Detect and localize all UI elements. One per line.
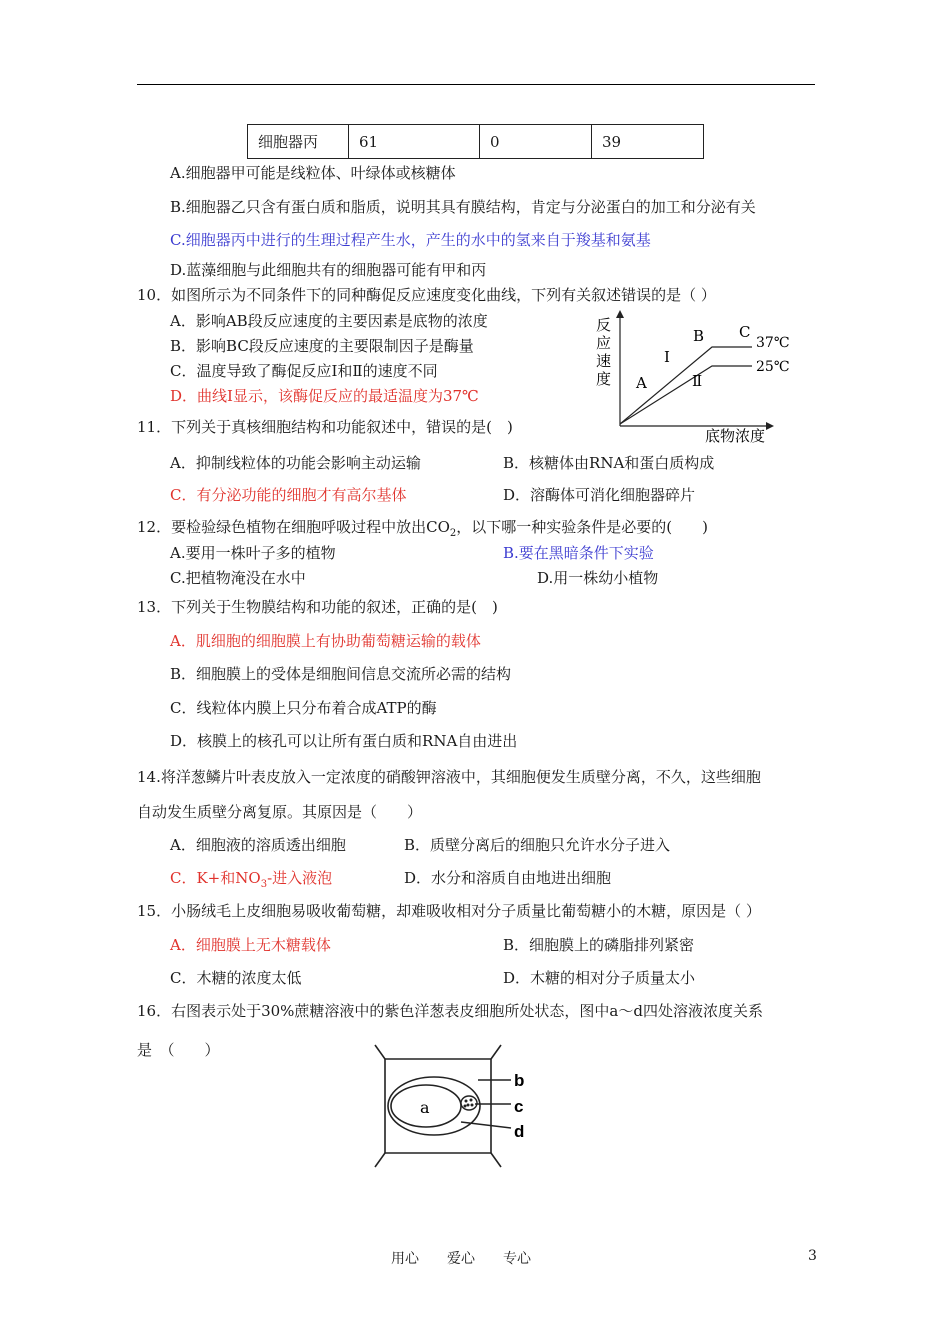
x-axis-label: 底物浓度 (705, 427, 766, 445)
y-axis-arrow (616, 310, 624, 318)
cell-wall-top-left (375, 1045, 385, 1059)
q10-option-a: A．影响AB段反应速度的主要因素是底物的浓度 (170, 312, 488, 330)
header-rule (137, 84, 815, 85)
nucleolus-dot (464, 1105, 467, 1108)
nucleolus-dot (465, 1100, 468, 1103)
table-row (248, 125, 704, 159)
q14-option-c-end: -进入液泡 (267, 869, 333, 887)
table-cell: 39 (592, 125, 704, 159)
q15-option-d: D．木糖的相对分子质量太小 (503, 969, 696, 987)
organelle-table (247, 124, 704, 159)
x-axis-arrow (766, 422, 774, 430)
y-axis-label-2: 应 (596, 334, 612, 352)
q12-option-d: D.用一株幼小植物 (537, 569, 659, 587)
q14-stem-line2: 自动发生质壁分离复原。其原因是（ ） (137, 803, 423, 821)
q14-option-c-start: C．K+和NO (170, 869, 261, 887)
temp-37-label: 37℃ (756, 335, 790, 351)
q13-option-a: A．肌细胞的细胞膜上有协助葡萄糖运输的载体 (170, 632, 481, 650)
q12-stem-subscript: 2 (449, 528, 457, 539)
q15-option-c: C．木糖的浓度太低 (170, 969, 302, 987)
page-number: 3 (808, 1248, 817, 1264)
q12-option-b: B.要在黑暗条件下实验 (503, 544, 654, 562)
q16-stem-line1: 16．右图表示处于30%蔗糖溶液中的紫色洋葱表皮细胞所处状态，图中a～d四处溶液浓度关系 (137, 1002, 763, 1020)
nucleus (461, 1096, 477, 1110)
q14-stem-line1: 14.将洋葱鳞片叶表皮放入一定浓度的硝酸钾溶液中，其细胞便发生质壁分离，不久，这些细胞 (137, 768, 761, 786)
q12-option-c: C.把植物淹没在水中 (170, 569, 306, 587)
q14-option-d: D．水分和溶质自由地进出细胞 (404, 869, 612, 887)
q13-option-c: C．线粒体内膜上只分布着合成ATP的酶 (170, 699, 437, 717)
cell-wall-bottom-left (375, 1153, 385, 1167)
label-d: d (514, 1122, 525, 1141)
q15-option-b: B．细胞膜上的磷脂排列紧密 (503, 936, 695, 954)
nucleolus-dot (471, 1104, 474, 1107)
y-axis-label-3: 速 (596, 352, 612, 370)
q9-option-a: A.细胞器甲可能是线粒体、叶绿体或核糖体 (170, 164, 456, 182)
curve-1-label: Ⅰ (664, 348, 670, 366)
q14-option-c (170, 868, 332, 895)
q13-option-d: D．核膜上的核孔可以让所有蛋白质和RNA自由进出 (170, 732, 518, 750)
point-c-label: C (739, 323, 751, 341)
point-b-label: B (693, 327, 705, 345)
q12-stem-end: ，以下哪一种实验条件是必要的( ) (456, 518, 708, 536)
q11-option-c: C．有分泌功能的细胞才有高尔基体 (170, 486, 407, 504)
q14-option-c-subscript: 3 (260, 879, 268, 890)
q12-stem (137, 517, 708, 544)
q16-stem-line2: 是 （ ） (137, 1041, 220, 1059)
plasmolysis-cell-diagram (358, 1042, 538, 1170)
point-a-label: A (636, 374, 647, 392)
q14-option-b: B．质壁分离后的细胞只允许水分子进入 (404, 836, 671, 854)
q13-stem: 13．下列关于生物膜结构和功能的叙述，正确的是( ) (137, 598, 498, 616)
table-cell-label: 细胞器丙 (248, 125, 349, 159)
cell-wall-bottom-right (491, 1153, 501, 1167)
cell-wall-top-right (491, 1045, 501, 1059)
table-cell: 61 (349, 125, 480, 159)
curve-2-label: Ⅱ (692, 372, 703, 390)
q11-option-d: D．溶酶体可消化细胞器碎片 (503, 486, 696, 504)
y-axis-label-1: 反 (596, 316, 612, 334)
q11-option-a: A．抑制线粒体的功能会影响主动运输 (170, 454, 421, 472)
q9-option-b: B.细胞器乙只含有蛋白质和脂质，说明其具有膜结构，肯定与分泌蛋白的加工和分泌有关 (170, 198, 756, 216)
q12-option-a: A.要用一株叶子多的植物 (170, 544, 336, 562)
q12-stem-start: 12．要检验绿色植物在细胞呼吸过程中放出CO (137, 518, 450, 536)
q14-option-a: A．细胞液的溶质透出细胞 (170, 836, 346, 854)
temp-25-label: 25℃ (756, 359, 790, 375)
nucleolus-dot (470, 1099, 473, 1102)
q9-option-d: D.蓝藻细胞与此细胞共有的细胞器可能有甲和丙 (170, 261, 487, 279)
nucleolus-dot (467, 1104, 470, 1107)
q15-stem: 15．小肠绒毛上皮细胞易吸收葡萄糖，却难吸收相对分子质量比葡萄糖小的木糖，原因是（ ） (137, 902, 761, 920)
q9-option-c: C.细胞器丙中进行的生理过程产生水，产生的水中的氢来自于羧基和氨基 (170, 231, 651, 249)
y-axis-label-4: 度 (596, 370, 612, 388)
q11-stem: 11．下列关于真核细胞结构和功能叙述中，错误的是( ) (137, 418, 513, 436)
label-b: b (514, 1071, 525, 1090)
q10-option-b: B．影响BC段反应速度的主要限制因子是酶量 (170, 337, 474, 355)
q10-stem: 10．如图所示为不同条件下的同种酶促反应速度变化曲线，下列有关叙述错误的是（ ） (137, 286, 716, 304)
label-c: c (514, 1097, 524, 1116)
q11-option-b: B．核糖体由RNA和蛋白质构成 (503, 454, 715, 472)
q10-option-d: D．曲线Ⅰ显示，该酶促反应的最适温度为37℃ (170, 387, 479, 405)
label-a: a (420, 1098, 430, 1117)
enzyme-rate-graph (592, 308, 802, 458)
footer-text: 用心 爱心 专心 (391, 1251, 531, 1267)
table-cell: 0 (480, 125, 592, 159)
q13-option-b: B．细胞膜上的受体是细胞间信息交流所必需的结构 (170, 665, 512, 683)
q15-option-a: A．细胞膜上无木糖载体 (170, 936, 331, 954)
q10-option-c: C．温度导致了酶促反应Ⅰ和Ⅱ的速度不同 (170, 362, 438, 380)
